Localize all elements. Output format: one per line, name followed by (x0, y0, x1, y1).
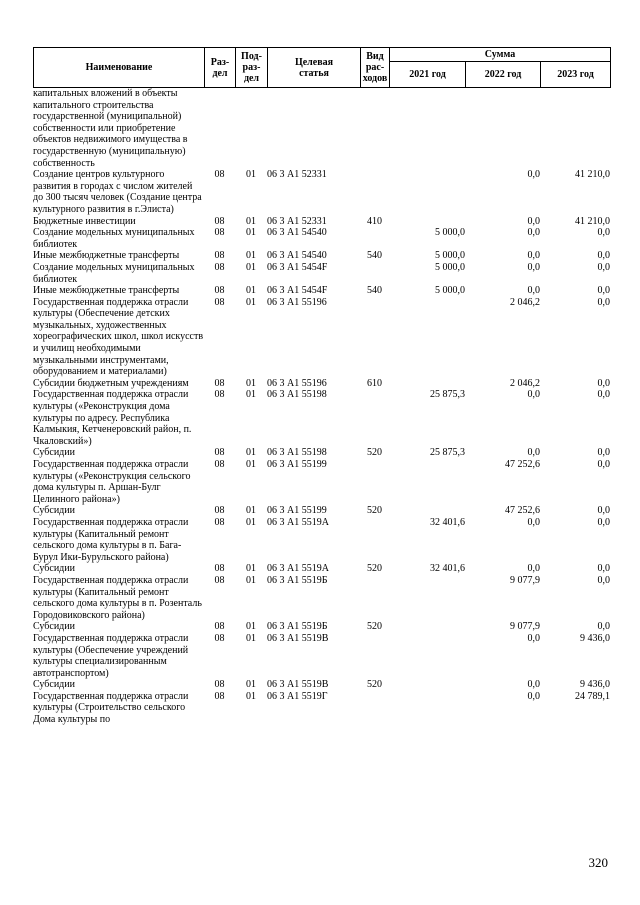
cell-statya: 06 3 А1 5519Г (267, 690, 328, 702)
cell-statya: 06 3 А1 5519А (267, 563, 329, 575)
cell-statya: 06 3 А1 52331 (267, 215, 327, 227)
table-row (33, 250, 610, 262)
cell-razdel: 08 (214, 447, 225, 459)
cell-podrazdel: 01 (246, 261, 256, 273)
cell-2023: 0,0 (597, 227, 610, 239)
table-row (33, 262, 610, 285)
cell-name: капитальных вложений в объекты капитального строительства государственной (муниципальной) собственности или приобретение объектов недвижимого имущества в государственную (муниципальную) собственность (33, 88, 188, 169)
cell-vid (360, 297, 389, 378)
cell-2021 (389, 575, 465, 621)
table-row (33, 679, 610, 691)
cell-statya: 06 3 А1 5454F (267, 261, 328, 273)
cell-name: Государственная поддержка отрасли культуры (Капитальный ремонт сельского дома культуры в п. Бага-Бурул Ики-Бурульского района) (33, 516, 189, 563)
cell-name: Создание модельных муниципальных библиотек (33, 261, 195, 285)
cell-name: Субсидии (33, 505, 75, 517)
table-row (33, 285, 610, 297)
cell-2021: 25 875,3 (430, 447, 465, 459)
cell-vid (360, 227, 389, 250)
cell-2022: 0,0 (527, 227, 540, 239)
cell-razdel: 08 (214, 505, 225, 517)
cell-statya: 06 3 А1 5519Б (267, 574, 328, 586)
cell-razdel: 08 (214, 250, 225, 262)
cell-podrazdel: 01 (246, 574, 256, 586)
cell-2023: 0,0 (597, 285, 610, 297)
cell-podrazdel: 01 (246, 563, 256, 575)
table-row (33, 447, 610, 459)
cell-podrazdel: 01 (246, 459, 256, 470)
cell-name: Государственная поддержка отрасли культуры (Строительство сельского Дома культуры по (33, 690, 189, 726)
cell-2022: 0,0 (527, 215, 540, 227)
cell-2022: 0,0 (527, 169, 540, 181)
cell-podrazdel: 01 (246, 296, 256, 308)
cell-statya: 06 3 А1 5454F (267, 285, 328, 297)
cell-2021 (389, 297, 465, 378)
cell-2021 (389, 169, 465, 215)
cell-2022: 0,0 (527, 679, 540, 691)
cell-name: Иные межбюджетные трансферты (33, 250, 180, 262)
cell-vid: 540 (367, 250, 382, 262)
header-summa: Сумма (390, 48, 611, 62)
cell-podrazdel: 01 (246, 621, 256, 633)
table-row (33, 169, 610, 215)
cell-2023: 0,0 (597, 516, 610, 528)
cell-name: Субсидии (33, 447, 75, 459)
cell-2022: 0,0 (527, 285, 540, 297)
page-number: 320 (588, 855, 608, 870)
cell-vid: 610 (367, 377, 382, 389)
table-row (33, 389, 610, 447)
cell-2022: 0,0 (527, 250, 540, 262)
cell-2023: 0,0 (597, 261, 610, 273)
cell-name: Создание модельных муниципальных библиотек (33, 227, 195, 250)
cell-podrazdel: 01 (246, 447, 256, 459)
cell-razdel: 08 (214, 285, 225, 297)
cell-name: Субсидии бюджетным учреждениям (33, 377, 189, 389)
cell-2021: 5 000,0 (435, 285, 465, 297)
cell-vid (360, 169, 389, 215)
cell-razdel: 08 (214, 632, 225, 644)
cell-statya: 06 3 А1 5519В (267, 679, 329, 691)
cell-2021 (389, 216, 465, 228)
cell-name: Государственная поддержка отрасли культуры (Капитальный ремонт сельского дома культуры в п. Розенталь Городовиковского района) (33, 574, 202, 621)
cell-statya: 06 3 А1 5519В (267, 632, 329, 644)
cell-2022: 9 077,9 (510, 621, 540, 633)
cell-2023: 9 436,0 (580, 679, 610, 691)
table-row (33, 563, 610, 575)
cell-name: Субсидии (33, 563, 75, 575)
header-name: Наименование (34, 48, 205, 88)
cell-2021: 32 401,6 (430, 516, 465, 528)
table-row (33, 88, 610, 169)
cell-podrazdel: 01 (246, 250, 256, 262)
cell-2023: 0,0 (597, 296, 610, 308)
cell-2022: 0,0 (527, 447, 540, 459)
table-row (33, 297, 610, 378)
table-row (33, 575, 610, 621)
cell-2022: 47 252,6 (505, 459, 540, 470)
cell-2021 (389, 691, 465, 726)
cell-2023 (540, 88, 610, 169)
cell-2021 (389, 505, 465, 517)
cell-name: Государственная поддержка отрасли культуры (Обеспечение учреждений культуры специализированным автотранспортом) (33, 632, 189, 679)
cell-2023: 0,0 (597, 389, 610, 401)
cell-razdel: 08 (214, 377, 225, 389)
table-row (33, 517, 610, 563)
cell-vid (360, 389, 389, 447)
cell-2021 (389, 679, 465, 691)
cell-statya: 06 3 А1 5519Б (267, 621, 328, 633)
header-razdel: Раз- дел (205, 48, 236, 88)
cell-2022: 0,0 (527, 690, 540, 702)
cell-name: Бюджетные инвестиции (33, 215, 136, 227)
table-header (33, 47, 611, 88)
table-row (33, 633, 610, 679)
cell-2023: 0,0 (597, 447, 610, 459)
cell-razdel: 08 (214, 215, 225, 227)
cell-2022: 0,0 (527, 516, 540, 528)
cell-statya: 06 3 А1 55198 (267, 389, 327, 401)
cell-2021: 25 875,3 (430, 389, 465, 401)
cell-2023: 0,0 (597, 250, 610, 262)
cell-vid: 520 (367, 679, 382, 691)
cell-2022: 47 252,6 (505, 505, 540, 517)
cell-2022: 0,0 (527, 563, 540, 575)
header-2022: 2022 год (466, 62, 541, 88)
cell-razdel: 08 (214, 261, 225, 273)
cell-statya: 06 3 А1 5519А (267, 516, 329, 528)
cell-name: Создание центров культурного развития в городах с числом жителей до 300 тысяч человек (Создание центра культурного развития в г.Элиста) (33, 169, 202, 215)
cell-2023: 0,0 (597, 621, 610, 633)
cell-podrazdel: 01 (246, 505, 256, 517)
header-2021: 2021 год (390, 62, 466, 88)
cell-podrazdel: 01 (246, 285, 256, 297)
cell-vid (360, 88, 389, 169)
cell-2021 (389, 621, 465, 633)
cell-vid (360, 691, 389, 726)
cell-2022: 0,0 (527, 261, 540, 273)
header-statya: Целевая статья (268, 48, 361, 88)
cell-2021: 5 000,0 (435, 227, 465, 239)
cell-razdel (204, 88, 235, 169)
cell-vid: 520 (367, 505, 382, 517)
table-row (33, 227, 610, 250)
cell-podrazdel: 01 (246, 632, 256, 644)
cell-statya: 06 3 А1 55198 (267, 447, 327, 459)
cell-statya (267, 88, 360, 169)
cell-statya: 06 3 А1 55196 (267, 296, 327, 308)
cell-statya: 06 3 А1 54540 (267, 227, 327, 239)
cell-statya: 06 3 А1 52331 (267, 169, 327, 181)
cell-2021: 5 000,0 (435, 261, 465, 273)
cell-podrazdel: 01 (246, 169, 256, 181)
cell-2022 (465, 88, 540, 169)
cell-2023: 0,0 (597, 459, 610, 470)
cell-vid: 520 (367, 563, 382, 575)
cell-razdel: 08 (214, 574, 225, 586)
cell-razdel: 08 (214, 621, 225, 633)
cell-2022: 0,0 (527, 389, 540, 401)
cell-2021 (389, 459, 465, 505)
cell-2023: 41 210,0 (575, 169, 610, 181)
table-row (33, 459, 610, 505)
cell-2023: 0,0 (597, 505, 610, 517)
table-row (33, 505, 610, 517)
cell-podrazdel: 01 (246, 679, 256, 691)
cell-name: Государственная поддержка отрасли культуры («Реконструкция дома культуры по адресу. Республика Калмыкия, Кетченеровский район, п. Чкаловский») (33, 389, 192, 447)
cell-podrazdel: 01 (246, 389, 256, 401)
cell-statya: 06 3 А1 54540 (267, 250, 327, 262)
cell-2021: 5 000,0 (435, 250, 465, 262)
cell-2022: 2 046,2 (510, 377, 540, 389)
cell-podrazdel: 01 (246, 690, 256, 702)
table-row (33, 216, 610, 228)
cell-name: Субсидии (33, 679, 75, 691)
header-vid: Вид рас- ходов (361, 48, 390, 88)
table-body (33, 88, 610, 726)
cell-name: Государственная поддержка отрасли культуры («Реконструкция сельского дома культуры п. Аршан-Булг Целинного района») (33, 459, 191, 505)
cell-podrazdel: 01 (246, 377, 256, 389)
cell-2023: 0,0 (597, 377, 610, 389)
cell-razdel: 08 (214, 169, 225, 181)
cell-2021 (389, 378, 465, 390)
cell-2023: 0,0 (597, 563, 610, 575)
cell-statya: 06 3 А1 55196 (267, 377, 327, 389)
cell-2023: 0,0 (597, 574, 610, 586)
cell-podrazdel: 01 (246, 215, 256, 227)
cell-razdel: 08 (214, 459, 225, 470)
cell-name: Иные межбюджетные трансферты (33, 285, 180, 297)
cell-razdel: 08 (214, 227, 225, 239)
cell-2021 (389, 633, 465, 679)
cell-2021 (389, 88, 465, 169)
cell-vid: 520 (367, 621, 382, 633)
cell-razdel: 08 (214, 679, 225, 691)
table-row (33, 621, 610, 633)
cell-2023: 24 789,1 (575, 690, 610, 702)
cell-podrazdel: 01 (246, 227, 256, 239)
cell-statya: 06 3 А1 55199 (267, 505, 327, 517)
cell-razdel: 08 (214, 516, 225, 528)
cell-statya: 06 3 А1 55199 (267, 459, 327, 470)
cell-podrazdel (235, 88, 267, 169)
cell-vid (360, 459, 389, 505)
cell-vid: 540 (367, 285, 382, 297)
table-row (33, 691, 610, 726)
cell-podrazdel: 01 (246, 516, 256, 528)
cell-2022: 0,0 (527, 632, 540, 644)
cell-vid (360, 517, 389, 563)
cell-name: Субсидии (33, 621, 75, 633)
cell-vid (360, 633, 389, 679)
table-row (33, 378, 610, 390)
cell-razdel: 08 (214, 389, 225, 401)
cell-vid (360, 262, 389, 285)
cell-name: Государственная поддержка отрасли культуры (Обеспечение детских музыкальных, художественных хореографических школ, школ искусств и училищ необходимыми музыкальными инструментами, оборудованием и материалами) (33, 296, 204, 378)
header-2023: 2023 год (541, 62, 611, 88)
cell-razdel: 08 (214, 690, 225, 702)
cell-razdel: 08 (214, 563, 225, 575)
cell-vid: 520 (367, 447, 382, 459)
cell-2022: 2 046,2 (510, 296, 540, 308)
cell-vid (360, 575, 389, 621)
budget-table-page (33, 47, 610, 726)
cell-vid: 410 (367, 215, 382, 227)
cell-2022: 9 077,9 (510, 574, 540, 586)
cell-razdel: 08 (214, 296, 225, 308)
cell-2023: 9 436,0 (580, 632, 610, 644)
cell-2023: 41 210,0 (575, 215, 610, 227)
header-podrazdel: Под- раз- дел (236, 48, 268, 88)
cell-2021: 32 401,6 (430, 563, 465, 575)
